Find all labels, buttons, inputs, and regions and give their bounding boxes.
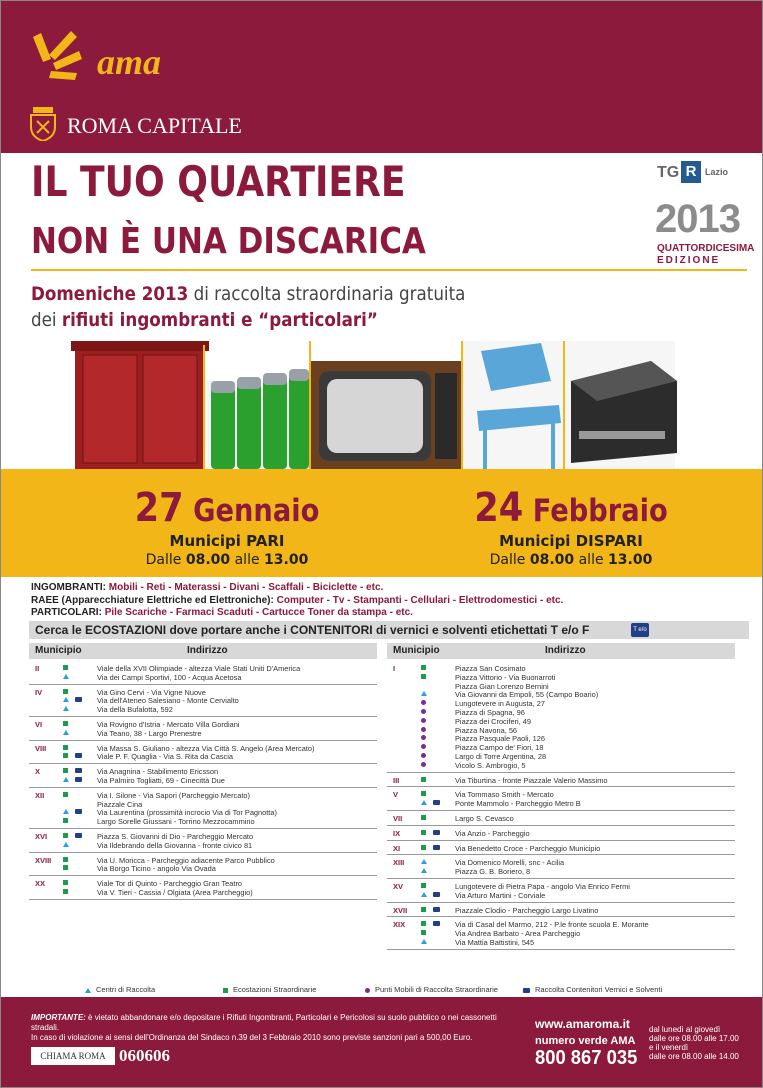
edition-year: 2013 xyxy=(655,197,740,241)
important-text-2: In caso di violazione ai sensi dell'Ordinanza del Sindaco n.39 del 3 Febbraio 2010 sono previste sanzioni pari a 500,00 Euro. xyxy=(31,1033,473,1042)
legend-label: Ecostazioni Straordinarie xyxy=(233,985,317,994)
square-icon xyxy=(421,921,426,926)
municipio-label: III xyxy=(393,775,400,785)
address-text: Via Tiburtina - fronte Piazzale Valerio Massimo xyxy=(455,775,608,785)
square-icon xyxy=(421,665,426,670)
paint-can-icon xyxy=(75,777,82,782)
address-text: Piazza dei Crociferi, 49 xyxy=(455,716,531,726)
address-text: Lungotevere di Pietra Papa - angolo Via Enrico Fermi xyxy=(455,881,630,891)
triangle-icon xyxy=(63,777,69,782)
table-row xyxy=(29,788,377,829)
address-text: Via Gino Cervi - Via Vigne Nuove xyxy=(97,687,206,697)
triangle-icon xyxy=(63,730,69,735)
table-right-body xyxy=(387,661,735,950)
municipio-label: XV xyxy=(393,881,404,891)
roma-crest-icon xyxy=(29,107,57,141)
address-line xyxy=(29,688,377,697)
chair-image xyxy=(463,341,563,469)
municipio-label: XVIII xyxy=(35,855,52,865)
date-1-hours-end: 13.00 xyxy=(264,552,309,568)
table-row xyxy=(29,853,377,877)
municipio-label: VI xyxy=(35,719,43,729)
address-text: Via Anzio - Parcheggio xyxy=(455,828,530,838)
date-2-hours-start: 08.00 xyxy=(529,552,575,568)
address-line xyxy=(387,708,735,717)
table-left-header xyxy=(29,643,377,659)
category-ingombranti xyxy=(31,582,383,593)
col-municipio: Municipio xyxy=(393,645,440,656)
table-row xyxy=(29,661,377,685)
paint-can-icon xyxy=(75,833,82,838)
triangle-icon xyxy=(63,697,69,702)
hours-line: dal lunedì al giovedì xyxy=(649,1025,721,1034)
address-text: Lungotevere in Augusta, 27 xyxy=(455,699,545,709)
title-line-2: NON È UNA DISCARICA xyxy=(31,221,426,262)
address-line xyxy=(29,832,377,841)
address-text: Ponte Mammolo - Parcheggio Metro B xyxy=(455,799,581,809)
items-photo-strip xyxy=(31,341,731,471)
address-text: Piazzale Cina xyxy=(97,799,143,809)
address-line xyxy=(387,690,735,699)
table-row xyxy=(29,829,377,853)
address-text: Via Teano, 38 - Largo Prenestre xyxy=(97,728,202,738)
date-2-hours-end: 13.00 xyxy=(608,552,653,568)
triangle-icon xyxy=(63,674,69,679)
address-text: Via di Casal del Marmo, 212 - P.le fronte scuola E. Morante xyxy=(455,920,649,930)
table-left-body xyxy=(29,661,377,900)
address-line xyxy=(29,705,377,714)
address-text: Piazza Gian Lorenzo Bernini xyxy=(455,681,549,691)
paint-can-icon xyxy=(75,809,82,814)
subtitle-line-2 xyxy=(31,309,378,331)
category-particolari xyxy=(31,607,413,618)
date-block-2 xyxy=(431,485,711,568)
square-icon xyxy=(63,665,68,670)
address-text: Via Laurentina (prossimità incrocio Via di Tor Pagnotta) xyxy=(97,808,277,818)
address-text: Via Anagnina - Stabilimento Ericsson xyxy=(97,767,219,777)
title-line-1: IL TUO QUARTIERE xyxy=(31,157,406,206)
important-text: è vietato abbandonare e/o depositare i Rifiuti Ingombranti, Particolari e Pericolosi su suolo pubblico o nei cassonetti stradali. xyxy=(31,1013,497,1032)
square-icon xyxy=(63,689,68,694)
square-icon xyxy=(421,883,426,888)
table-row xyxy=(387,826,735,841)
table-row xyxy=(387,903,735,918)
address-text: Via dei Campi Sportivi, 100 - Acqua Acetosa xyxy=(97,672,242,682)
municipio-label: VII xyxy=(393,813,403,823)
triangle-icon xyxy=(421,939,427,944)
address-line xyxy=(387,882,735,891)
chiama-roma-logo: CHIAMA ROMA xyxy=(31,1047,115,1065)
address-text: Vicolo S. Ambrogio, 5 xyxy=(455,760,526,770)
paint-can-icon: T e/o xyxy=(631,623,649,637)
category-label: PARTICOLARI: xyxy=(31,607,105,618)
category-items: Computer - Tv - Stampanti - Cellulari - Elettrodomestici - etc. xyxy=(276,595,564,606)
square-icon xyxy=(63,857,68,862)
address-line xyxy=(29,856,377,865)
date-1-hours xyxy=(87,552,367,568)
table-right-header xyxy=(387,643,735,659)
address-line xyxy=(387,858,735,867)
paint-can-icon xyxy=(75,768,82,773)
square-icon xyxy=(421,830,426,835)
date-2-municipi: Municipi DISPARI xyxy=(499,532,643,550)
subtitle-bold-1: Domeniche 2013 xyxy=(31,283,189,305)
municipio-label: XIX xyxy=(393,920,406,930)
edition-label: EDIZIONE xyxy=(657,255,721,266)
legend-punti-mobili xyxy=(365,985,498,994)
chiama-roma-number: 060606 xyxy=(119,1046,170,1065)
numero-verde-label: numero verde AMA xyxy=(535,1035,636,1047)
address-text: Via Massa S. Giuliano - altezza Via Città S. Angelo (Area Mercato) xyxy=(97,743,315,753)
date-2-hours-pre: Dalle xyxy=(489,552,530,568)
tgr-lazio-logo xyxy=(657,161,739,185)
triangle-icon xyxy=(421,691,427,696)
square-icon xyxy=(63,833,68,838)
date-2-month: Febbraio xyxy=(532,493,668,529)
address-line xyxy=(29,664,377,673)
address-text: Viale della XVII Olimpiade - altezza Viale Stati Uniti D'America xyxy=(97,664,301,673)
divider xyxy=(31,269,747,271)
paint-can-icon xyxy=(433,921,440,926)
square-icon xyxy=(63,753,68,758)
address-line xyxy=(29,817,377,826)
address-line xyxy=(387,790,735,799)
date-1-title xyxy=(104,485,350,531)
dot-icon xyxy=(421,744,426,749)
phone-number: 800 867 035 xyxy=(535,1047,638,1069)
address-text: Piazza di Spagna, 96 xyxy=(455,707,525,717)
address-text: Piazza San Cosimato xyxy=(455,664,526,673)
television-image xyxy=(311,361,461,469)
address-text: Piazza Campo de' Fiori, 18 xyxy=(455,743,544,753)
paint-can-icon xyxy=(433,845,440,850)
legend-label: Punti Mobili di Raccolta Straordinarie xyxy=(375,985,498,994)
category-label: INGOMBRANTI: xyxy=(31,582,109,593)
triangle-icon xyxy=(421,800,427,805)
address-line xyxy=(29,800,377,809)
paint-can-icon xyxy=(523,988,530,993)
triangle-icon xyxy=(63,809,69,814)
address-text: Via V. Tieri - Cassia / Olgiata (Area Parcheggio) xyxy=(97,887,253,897)
date-1-hours-pre: Dalle xyxy=(145,552,186,568)
square-icon xyxy=(63,889,68,894)
address-line xyxy=(387,829,735,838)
triangle-icon xyxy=(421,859,427,864)
category-items: Pile Scariche - Farmaci Scaduti - Cartucce Toner da stampa - etc. xyxy=(104,607,413,618)
address-text: Viale Tor di Quinto - Parcheggio Gran Teatro xyxy=(97,879,243,889)
address-line xyxy=(29,767,377,776)
municipio-label: XII xyxy=(35,790,45,800)
tgr-label: TG xyxy=(657,164,680,181)
address-line xyxy=(387,867,735,876)
table-row xyxy=(387,879,735,903)
dot-icon xyxy=(421,727,426,732)
table-row xyxy=(29,764,377,788)
address-line xyxy=(29,841,377,850)
address-text: Via Andrea Barbato - Area Parcheggio xyxy=(455,929,581,939)
municipio-label: II xyxy=(35,664,40,673)
square-icon xyxy=(63,880,68,885)
date-1-hours-start: 08.00 xyxy=(185,552,231,568)
address-text: Via della Bufalotta, 592 xyxy=(97,705,173,715)
municipio-label: XI xyxy=(393,843,401,853)
table-row xyxy=(387,917,735,949)
address-line xyxy=(387,717,735,726)
edition-number: QUATTORDICESIMA xyxy=(657,243,755,254)
hours-line: dalle ore 08.00 alle 17.00 xyxy=(649,1034,739,1043)
category-label: RAEE (Apparecchiature Elettriche ed Elettroniche): xyxy=(31,595,277,606)
address-line xyxy=(29,776,377,785)
address-line xyxy=(387,799,735,808)
triangle-icon xyxy=(85,988,91,993)
date-2-day: 24 xyxy=(474,485,524,531)
category-items: Mobili - Reti - Materassi - Divani - Scaffali - Biciclette - etc. xyxy=(108,582,384,593)
address-text: Piazzale Clodio - Parcheggio Largo Livatino xyxy=(455,905,599,915)
date-1-day: 27 xyxy=(134,485,184,531)
col-municipio: Municipio xyxy=(35,645,82,656)
square-icon xyxy=(223,988,228,993)
address-line xyxy=(29,673,377,682)
important-label: IMPORTANTE: xyxy=(31,1013,86,1022)
subtitle-rest-1: di raccolta straordinaria gratuita xyxy=(188,283,466,305)
address-text: Via Palmiro Togliatti, 69 - Cinecittà Due xyxy=(97,775,225,785)
address-text: Piazza Pasquale Paoli, 126 xyxy=(455,734,545,744)
municipio-label: XIII xyxy=(393,858,405,868)
hours-line: e il venerdì xyxy=(649,1043,689,1052)
address-line xyxy=(387,752,735,761)
address-line xyxy=(387,938,735,947)
square-icon xyxy=(421,777,426,782)
square-icon xyxy=(421,907,426,912)
printer-image xyxy=(565,341,677,469)
dot-icon xyxy=(421,735,426,740)
important-notice xyxy=(31,1013,511,1043)
dot-icon xyxy=(421,709,426,714)
paint-can-icon xyxy=(75,697,82,702)
address-line xyxy=(387,906,735,915)
square-icon xyxy=(421,674,426,679)
legend-centri xyxy=(85,985,155,994)
address-text: Via Ildebrando della Giovanna - fronte civico 81 xyxy=(97,840,253,850)
address-line xyxy=(387,673,735,682)
address-line xyxy=(29,808,377,817)
dot-icon xyxy=(421,700,426,705)
ama-hand-logo-icon xyxy=(27,29,87,81)
table-row xyxy=(387,811,735,826)
address-line xyxy=(387,682,735,691)
municipio-label: X xyxy=(35,767,41,777)
table-row xyxy=(29,717,377,741)
square-icon xyxy=(63,865,68,870)
address-line xyxy=(387,734,735,743)
table-row xyxy=(29,685,377,717)
date-1-hours-mid: alle xyxy=(230,552,265,568)
roma-capitale-label: ROMA CAPITALE xyxy=(67,113,242,138)
address-line xyxy=(29,864,377,873)
address-line xyxy=(387,699,735,708)
website-link[interactable]: www.amaroma.it xyxy=(535,1017,630,1031)
address-text: Piazza Navona, 56 xyxy=(455,725,518,735)
paint-can-icon xyxy=(433,800,440,805)
municipio-label: IX xyxy=(393,828,401,838)
address-line xyxy=(29,879,377,888)
address-text: Piazza G. B. Boriero, 8 xyxy=(455,867,531,877)
address-line xyxy=(387,814,735,823)
date-2-title xyxy=(448,485,694,531)
square-icon xyxy=(421,791,426,796)
subtitle-line-1 xyxy=(31,283,465,305)
address-line xyxy=(29,791,377,800)
date-1-month: Gennaio xyxy=(193,493,320,529)
table-row xyxy=(387,787,735,811)
table-row xyxy=(387,661,735,773)
category-raee xyxy=(31,595,563,606)
address-text: Via Domenico Morelli, snc - Acilia xyxy=(455,858,565,868)
ecostazioni-text: Cerca le ECOSTAZIONI dove portare anche i CONTENITORI di vernici e solventi etichettati T e/o F xyxy=(35,623,590,637)
paint-can-icon xyxy=(75,753,82,758)
dot-icon xyxy=(421,762,426,767)
subtitle-bold-2: rifiuti ingombranti e “particolari” xyxy=(61,309,378,331)
address-line xyxy=(387,929,735,938)
triangle-icon xyxy=(421,892,427,897)
legend-label: Raccolta Contenitori Vernici e Solventi xyxy=(535,985,663,994)
municipio-label: XX xyxy=(35,879,46,889)
address-line xyxy=(387,664,735,673)
address-line xyxy=(29,888,377,897)
paint-can-icon xyxy=(433,907,440,912)
address-text: Largo Sorelle Giussani - Torrino Mezzocammino xyxy=(97,817,255,827)
wardrobe-image xyxy=(71,341,209,469)
address-line xyxy=(29,744,377,753)
date-block-1 xyxy=(87,485,367,568)
dot-icon xyxy=(421,718,426,723)
address-line xyxy=(29,720,377,729)
batteries-image xyxy=(207,369,309,469)
address-text: Piazza S. Giovanni di Dio - Parcheggio Mercato xyxy=(97,831,254,841)
address-line xyxy=(387,844,735,853)
paint-can-icon xyxy=(433,830,440,835)
address-line xyxy=(387,776,735,785)
col-indirizzo: Indirizzo xyxy=(187,645,228,656)
address-line xyxy=(387,726,735,735)
square-icon xyxy=(421,845,426,850)
dot-icon xyxy=(365,988,370,993)
municipio-label: V xyxy=(393,790,399,800)
municipio-label: I xyxy=(393,664,396,673)
address-line xyxy=(29,696,377,705)
address-text: Largo S. Cevasco xyxy=(455,813,514,823)
legend-contenitori xyxy=(523,985,662,994)
address-text: Via Borgo Ticino - angolo Via Ovada xyxy=(97,864,216,874)
table-row xyxy=(387,841,735,856)
address-text: Via Rovigno d'Istria - Mercato Villa Gordiani xyxy=(97,719,240,729)
municipio-label: XVII xyxy=(393,905,408,915)
col-indirizzo: Indirizzo xyxy=(545,645,586,656)
tgr-r-label: R xyxy=(681,161,701,183)
hours-line: dalle ore 08.00 alle 14.00 xyxy=(649,1052,739,1061)
dot-icon xyxy=(421,753,426,758)
table-row xyxy=(387,855,735,879)
municipio-label: IV xyxy=(35,687,43,697)
address-line xyxy=(387,920,735,929)
date-1-municipi: Municipi PARI xyxy=(169,532,285,550)
address-text: Largo di Torre Argentina, 28 xyxy=(455,751,547,761)
address-text: Viale P. F. Quaglia - Via S. Rita da Cascia xyxy=(97,752,233,762)
date-2-hours-mid: alle xyxy=(574,552,609,568)
municipio-label: VIII xyxy=(35,743,47,753)
address-text: Via Arturo Martini - Corviale xyxy=(455,890,546,900)
square-icon xyxy=(421,815,426,820)
square-icon xyxy=(63,768,68,773)
address-text: Piazza Vittorio - Via Buonarroti xyxy=(455,672,556,682)
square-icon xyxy=(421,930,426,935)
address-text: Via U. Moricca - Parcheggio adiacente Parco Pubblico xyxy=(97,855,275,865)
subtitle-pre-2: dei xyxy=(31,309,62,331)
address-text: Via I. Silone - Via Sapori (Parcheggio Mercato) xyxy=(97,790,250,800)
paint-can-icon xyxy=(433,892,440,897)
square-icon xyxy=(63,745,68,750)
address-text: Via Benedetto Croce - Parcheggio Municipio xyxy=(455,843,601,853)
square-icon xyxy=(63,792,68,797)
legend-ecostazioni xyxy=(223,985,316,994)
table-row xyxy=(387,773,735,788)
triangle-icon xyxy=(63,842,69,847)
ama-brand: ama xyxy=(97,42,162,82)
address-line xyxy=(387,743,735,752)
tgr-region: Lazio xyxy=(705,167,729,177)
table-row xyxy=(29,741,377,765)
square-icon xyxy=(63,721,68,726)
address-line xyxy=(387,891,735,900)
address-text: Via Tommaso Smith - Mercato xyxy=(455,790,554,800)
triangle-icon xyxy=(421,868,427,873)
triangle-icon xyxy=(63,706,69,711)
opening-hours xyxy=(649,1025,739,1061)
address-line xyxy=(29,752,377,761)
address-text: Via dell'Ateneo Salesiano - Monte Cervialto xyxy=(97,696,239,706)
municipio-label: XVI xyxy=(35,831,48,841)
address-line xyxy=(29,729,377,738)
legend-label: Centri di Raccolta xyxy=(96,985,156,994)
table-row xyxy=(29,876,377,900)
square-icon xyxy=(63,818,68,823)
address-text: Via Mattia Battistini, 545 xyxy=(455,937,535,947)
address-line xyxy=(387,761,735,770)
date-2-hours xyxy=(431,552,711,568)
address-text: Via Giovanni da Empoli, 55 (Campo Boario) xyxy=(455,690,599,700)
